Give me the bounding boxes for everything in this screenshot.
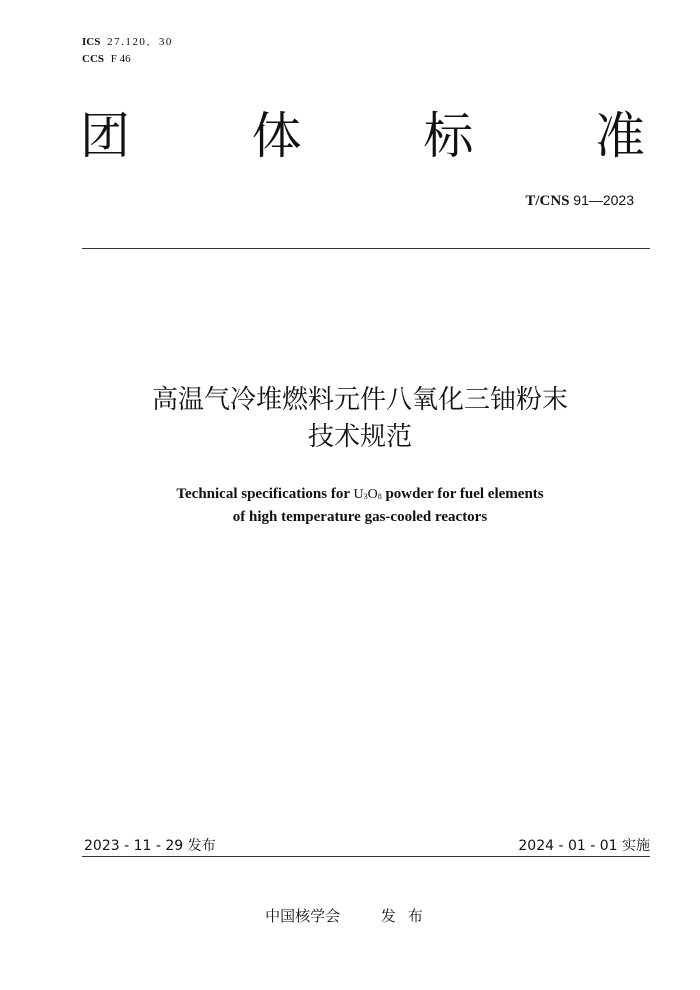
english-title-text: powder for fuel elements — [381, 486, 544, 502]
standard-number-value: 91—2023 — [573, 192, 634, 208]
publisher-action: 发布 — [380, 907, 435, 925]
bottom-divider — [82, 856, 650, 857]
chinese-title — [60, 382, 660, 456]
english-title-text: Technical specifications for — [176, 486, 354, 502]
standard-number-prefix: T/CNS — [525, 193, 570, 209]
publisher-line — [0, 905, 700, 926]
ccs-value: F 46 — [110, 53, 131, 65]
classification-codes — [82, 34, 173, 68]
english-title-line-2: of high temperature gas-cooled reactors — [232, 509, 488, 525]
ics-value: 27.120．30 — [107, 36, 173, 48]
standard-type-char: 体 — [251, 107, 302, 165]
standard-type-char: 准 — [594, 107, 645, 165]
english-title-line-1 — [60, 484, 660, 507]
standard-type-title — [80, 106, 645, 166]
ics-code — [82, 34, 173, 51]
english-title — [60, 484, 660, 528]
top-divider — [82, 248, 650, 249]
effective-date: 2024 - 01 - 01 实施 — [518, 838, 650, 854]
publisher-organization: 中国核学会 — [265, 907, 341, 925]
ccs-code — [82, 51, 173, 68]
standard-type-char: 标 — [423, 107, 474, 165]
chemical-formula: $U_3O_8$ — [353, 487, 382, 502]
standard-type-char: 团 — [80, 107, 130, 165]
standard-number — [525, 192, 634, 210]
chinese-title-line-2: 技术规范 — [307, 422, 412, 452]
ccs-label: CCS — [82, 53, 105, 65]
chinese-title-line-1: 高温气冷堆燃料元件八氧化三铀粉末 — [151, 385, 568, 415]
issue-date: 2023 - 11 - 29 发布 — [84, 838, 216, 854]
ics-label: ICS — [82, 36, 101, 48]
